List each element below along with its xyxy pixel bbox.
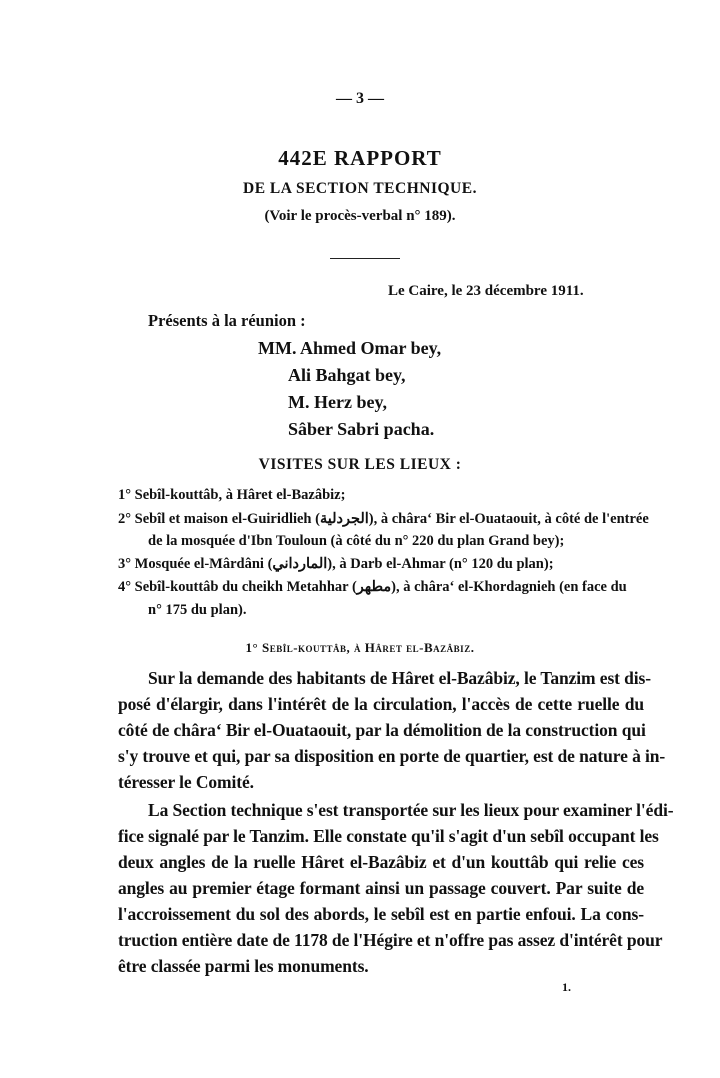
- paragraph-line: s'y trouve et qui, par sa disposition en porte de quartier, est de nature à in-: [118, 746, 666, 766]
- visit-item: 4° Sebîl-kouttâb du cheikh Metahhar (مطهر), à châra‘ el-Khordagnieh (en face du: [118, 579, 627, 595]
- paragraph-line: posé d'élargir, dans l'intérêt de la circulation, l'accès de cette ruelle du: [118, 694, 644, 714]
- paragraph-line: côté de châra‘ Bir el-Ouataouit, par la démolition de la construction qui: [118, 720, 646, 740]
- divider: [330, 258, 400, 259]
- minutes-reference: (Voir le procès-verbal n° 189).: [264, 208, 456, 224]
- paragraph-line: être classée parmi les monuments.: [118, 956, 369, 976]
- visit-item: 3° Mosquée el-Mârdâni (المارداني), à Darb el-Ahmar (n° 120 du plan);: [118, 556, 554, 572]
- section-heading: 1° Sebîl-kouttâb, à Hâret el-Bazâbiz.: [245, 640, 475, 655]
- visit-item-continuation: n° 175 du plan).: [148, 602, 247, 618]
- visits-heading: VISITES SUR LES LIEUX :: [258, 456, 462, 473]
- paragraph-line: l'accroissement du sol des abords, le sebîl est en partie enfoui. La cons-: [118, 904, 644, 924]
- paragraph-line: truction entière date de 1178 de l'Hégire et n'offre pas assez d'intérêt pour: [118, 930, 663, 950]
- visit-item-continuation: de la mosquée d'Ibn Touloun (à côté du n° 220 du plan Grand bey);: [148, 533, 565, 549]
- visit-item: 1° Sebîl-kouttâb, à Hâret el-Bazâbiz;: [118, 487, 346, 503]
- attendee: Sâber Sabri pacha.: [288, 419, 435, 439]
- paragraph-line: La Section technique s'est transportée sur les lieux pour examiner l'édi-: [148, 800, 674, 820]
- paragraph-line: téresser le Comité.: [118, 772, 254, 792]
- dateline: Le Caire, le 23 décembre 1911.: [388, 283, 584, 299]
- paragraph-line: deux angles de la ruelle Hâret el-Bazâbiz et d'un kouttâb qui relie ces: [118, 852, 644, 872]
- attendee: M. Herz bey,: [288, 392, 387, 412]
- page-number: — 3 —: [336, 90, 384, 107]
- visit-item: 2° Sebîl et maison el-Guiridlieh (الجردلية), à châra‘ Bir el-Ouataouit, à côté de l'entrée: [118, 511, 649, 527]
- present-label: Présents à la réunion :: [148, 311, 306, 330]
- paragraph-line: Sur la demande des habitants de Hâret el-Bazâbiz, le Tanzim est dis-: [148, 668, 651, 688]
- report-title: 442E RAPPORT: [278, 146, 442, 170]
- paragraph-line: fice signalé par le Tanzim. Elle constate qu'il s'agit d'un sebîl occupant les: [118, 826, 659, 846]
- report-subtitle: DE LA SECTION TECHNIQUE.: [243, 180, 477, 197]
- signature-mark: 1.: [562, 980, 571, 994]
- attendee: Ali Bahgat bey,: [288, 365, 406, 385]
- paragraph-line: angles au premier étage formant ainsi un passage couvert. Par suite de: [118, 878, 644, 898]
- attendee: MM. Ahmed Omar bey,: [258, 338, 442, 358]
